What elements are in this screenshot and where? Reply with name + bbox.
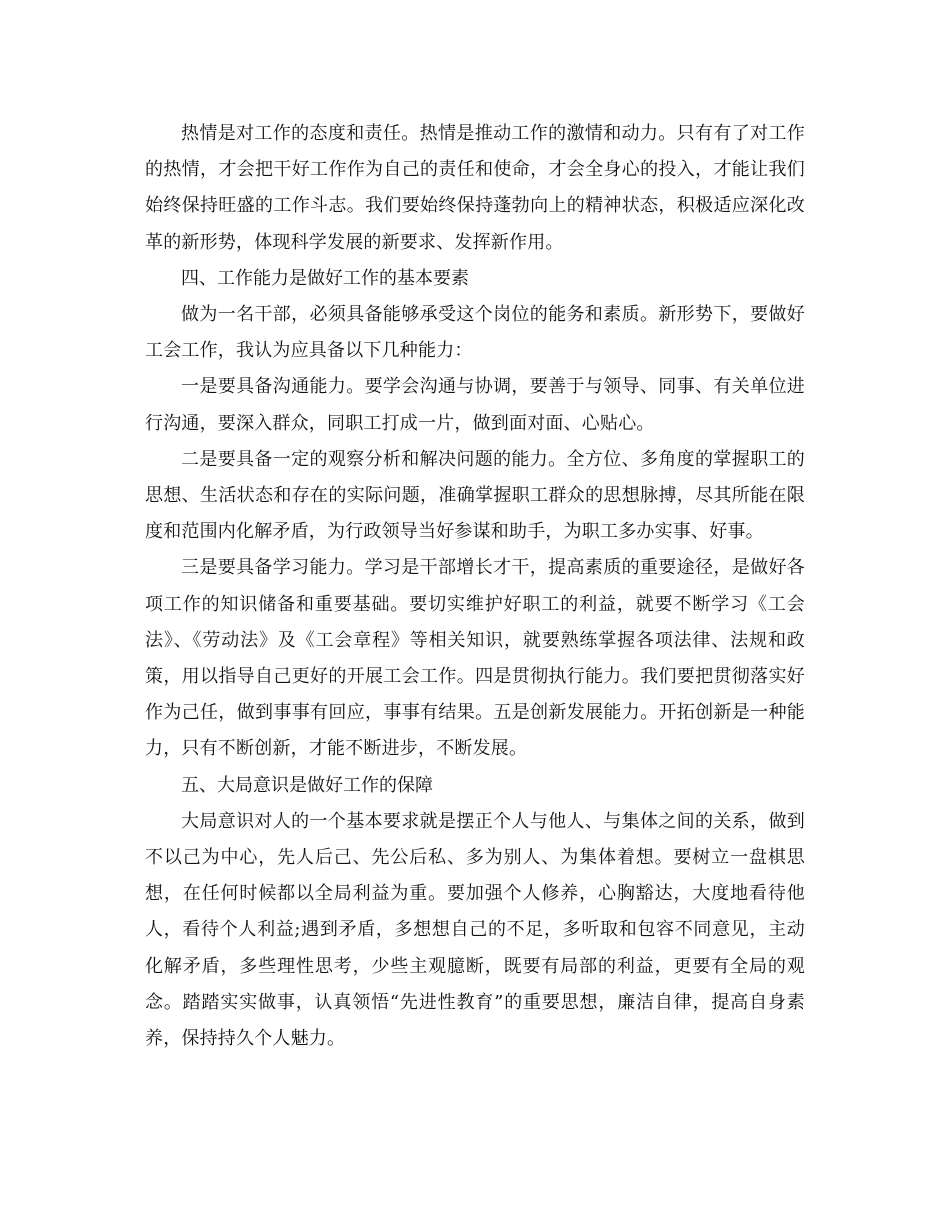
section-heading-work-ability: 四、工作能力是做好工作的基本要素: [181, 267, 469, 289]
paragraph-analysis-ability: 二是要具备一定的观察分析和解决问题的能力。全方位、多角度的掌握职工的思想、生活状态和存在的实际问题，准确掌握职工群众的思想脉搏，尽其所能在限度和范围内化解矛盾，为行政领导当好参谋和助手，为职工多办实事、好事。: [145, 448, 805, 543]
section-heading-overall-awareness: 五、大局意识是做好工作的保障: [181, 774, 433, 796]
paragraph-enthusiasm: 热情是对工作的态度和责任。热情是推动工作的激情和动力。只有有了对工作的热情，才会把干好工作作为自己的责任和使命，才会全身心的投入，才能让我们始终保持旺盛的工作斗志。我们要始终保持蓬勃向上的精神状态，积极适应深化改革的新形势，体现科学发展的新要求、发挥新作用。: [145, 123, 805, 253]
paragraph-cadre-requirements: 做为一名干部，必须具备能够承受这个岗位的能务和素质。新形势下，要做好工会工作，我认为应具备以下几种能力：: [145, 304, 805, 362]
document-body: [145, 116, 805, 1057]
paragraph-learning-ability: 三是要具备学习能力。学习是干部增长才干，提高素质的重要途径，是做好各项工作的知识储备和重要基础。要切实维护好职工的利益，就要不断学习《工会法》、《劳动法》及《工会章程》等相关知识，就要熟练掌握各项法律、法规和政策，用以指导自己更好的开展工会工作。四是贯彻执行能力。我们要把贯彻落实好作为己任，做到事事有回应，事事有结果。五是创新发展能力。开拓创新是一种能力，只有不断创新，才能不断进步，不断发展。: [145, 557, 805, 760]
paragraph-overall-awareness: 大局意识对人的一个基本要求就是摆正个人与他人、与集体之间的关系，做到不以己为中心，先人后己、先公后私、多为别人、为集体着想。要树立一盘棋思想，在任何时候都以全局利益为重。要加强个人修养，心胸豁达，大度地看待他人，看待个人利益;遇到矛盾，多想想自己的不足，多听取和包容不同意见，主动化解矛盾，多些理性思考，少些主观臆断，既要有局部的利益，更要有全局的观念。踏踏实实做事，认真领悟“先进性教育”的重要思想，廉洁自律，提高自身素养，保持持久个人魅力。: [145, 810, 805, 1050]
paragraph-communication-ability: 一是要具备沟通能力。要学会沟通与协调，要善于与领导、同事、有关单位进行沟通，要深入群众，同职工打成一片，做到面对面、心贴心。: [145, 376, 805, 434]
